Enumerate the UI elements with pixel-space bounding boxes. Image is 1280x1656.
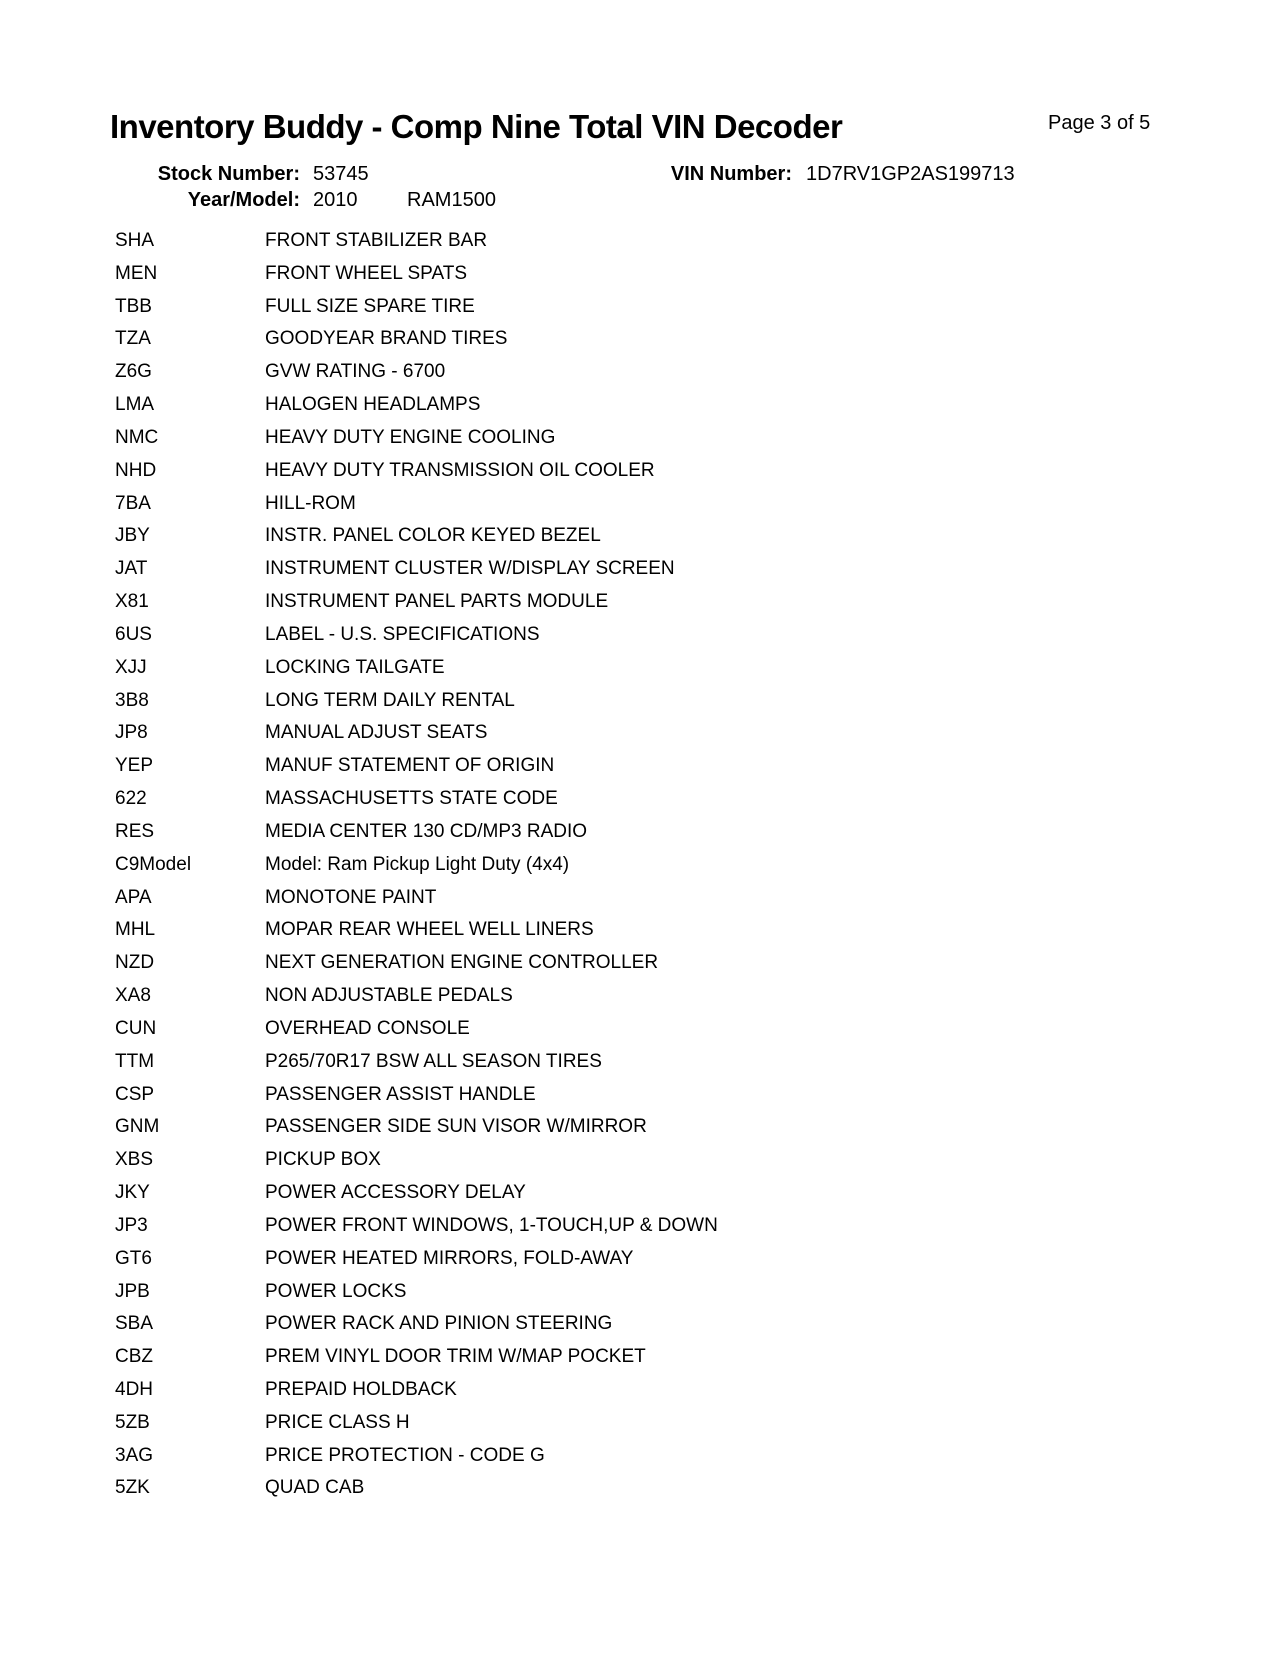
option-description: INSTRUMENT CLUSTER W/DISPLAY SCREEN [265, 558, 675, 580]
option-code: JP8 [115, 722, 148, 744]
option-code: Z6G [115, 361, 152, 383]
option-code: GNM [115, 1116, 160, 1138]
option-row [115, 586, 718, 619]
option-row [115, 389, 718, 422]
option-code: NMC [115, 426, 159, 448]
option-description: MASSACHUSETTS STATE CODE [265, 788, 558, 810]
option-row [115, 1407, 718, 1440]
option-description: Model: Ram Pickup Light Duty (4x4) [265, 853, 570, 875]
option-code: 622 [115, 788, 147, 810]
option-description: MEDIA CENTER 130 CD/MP3 RADIO [265, 820, 588, 842]
option-description: PRICE PROTECTION - CODE G [265, 1444, 545, 1466]
option-code: NHD [115, 459, 157, 481]
option-code: RES [115, 820, 155, 842]
option-row [115, 1243, 718, 1276]
option-row [115, 1440, 718, 1473]
option-code: TTM [115, 1050, 155, 1072]
option-description: QUAD CAB [265, 1477, 365, 1499]
option-row [115, 980, 718, 1013]
option-code: JP3 [115, 1214, 148, 1236]
option-code: CSP [115, 1083, 155, 1105]
option-row [115, 1341, 718, 1374]
option-row [115, 1111, 718, 1144]
option-description: INSTRUMENT PANEL PARTS MODULE [265, 591, 609, 613]
option-row [115, 225, 718, 258]
option-code: X81 [115, 591, 149, 613]
option-row [115, 488, 718, 521]
model-value: RAM1500 [407, 189, 496, 211]
option-row [115, 849, 718, 882]
stock-number-value: 53745 [313, 163, 369, 185]
option-row [115, 717, 718, 750]
option-description: FRONT WHEEL SPATS [265, 262, 467, 284]
option-description: LOCKING TAILGATE [265, 656, 445, 678]
option-row [115, 685, 718, 718]
option-code: 5ZK [115, 1477, 150, 1499]
option-description: HEAVY DUTY TRANSMISSION OIL COOLER [265, 459, 655, 481]
option-code: GT6 [115, 1247, 152, 1269]
option-description: P265/70R17 BSW ALL SEASON TIRES [265, 1050, 602, 1072]
page-title: Inventory Buddy - Comp Nine Total VIN Decoder [110, 108, 843, 145]
option-description: PREPAID HOLDBACK [265, 1378, 457, 1400]
option-description: PASSENGER ASSIST HANDLE [265, 1083, 536, 1105]
option-code: YEP [115, 755, 154, 777]
option-description: NEXT GENERATION ENGINE CONTROLLER [265, 952, 659, 974]
option-description: POWER LOCKS [265, 1280, 407, 1302]
option-code: MHL [115, 919, 156, 941]
option-code: 6US [115, 623, 152, 645]
option-code: SBA [115, 1313, 154, 1335]
option-code: MEN [115, 262, 158, 284]
option-row [115, 455, 718, 488]
option-row [115, 291, 718, 324]
page-number-indicator: Page 3 of 5 [1048, 112, 1151, 134]
option-description: HILL-ROM [265, 492, 356, 514]
option-code: C9Model [115, 853, 192, 875]
option-description: INSTR. PANEL COLOR KEYED BEZEL [265, 525, 601, 547]
option-code: XBS [115, 1149, 154, 1171]
option-row [115, 914, 718, 947]
option-row [115, 1374, 718, 1407]
option-row [115, 258, 718, 291]
option-code: 3AG [115, 1444, 154, 1466]
option-row [115, 323, 718, 356]
year-value: 2010 [313, 189, 358, 211]
option-row [115, 1079, 718, 1112]
option-code: JBY [115, 525, 150, 547]
option-code: JPB [115, 1280, 150, 1302]
option-code: TZA [115, 328, 151, 350]
vin-number-label: VIN Number: [670, 163, 792, 185]
option-description: NON ADJUSTABLE PEDALS [265, 985, 513, 1007]
option-description: GVW RATING - 6700 [265, 361, 446, 383]
option-code: 7BA [115, 492, 151, 514]
option-row [115, 1276, 718, 1309]
option-code: TBB [115, 295, 152, 317]
option-description: PICKUP BOX [265, 1149, 381, 1171]
option-code: LMA [115, 394, 155, 416]
option-code: 4DH [115, 1378, 154, 1400]
option-description: PRICE CLASS H [265, 1411, 410, 1433]
year-model-label: Year/Model: [187, 189, 300, 211]
option-code: NZD [115, 952, 155, 974]
option-description: PASSENGER SIDE SUN VISOR W/MIRROR [265, 1116, 647, 1138]
option-description: LABEL - U.S. SPECIFICATIONS [265, 623, 540, 645]
option-row [115, 422, 718, 455]
vin-number-value: 1D7RV1GP2AS199713 [806, 163, 1015, 185]
option-code: 5ZB [115, 1411, 150, 1433]
option-row [115, 882, 718, 915]
option-row [115, 356, 718, 389]
option-row [115, 947, 718, 980]
option-description: MOPAR REAR WHEEL WELL LINERS [265, 919, 594, 941]
option-code: APA [115, 886, 152, 908]
option-row [115, 1046, 718, 1079]
option-row [115, 520, 718, 553]
option-code: XA8 [115, 985, 151, 1007]
option-row [115, 750, 718, 783]
option-description: MONOTONE PAINT [265, 886, 437, 908]
option-row [115, 1013, 718, 1046]
stock-number-label: Stock Number: [157, 163, 300, 185]
option-row [115, 1472, 718, 1505]
option-row [115, 783, 718, 816]
option-description: MANUAL ADJUST SEATS [265, 722, 488, 744]
option-description: GOODYEAR BRAND TIRES [265, 328, 508, 350]
option-code: SHA [115, 230, 155, 251]
option-description: LONG TERM DAILY RENTAL [265, 689, 515, 711]
option-description: POWER FRONT WINDOWS, 1-TOUCH,UP & DOWN [265, 1214, 718, 1236]
option-row [115, 1144, 718, 1177]
option-row [115, 652, 718, 685]
options-list [115, 225, 718, 1505]
option-code: XJJ [115, 656, 147, 678]
option-description: MANUF STATEMENT OF ORIGIN [265, 755, 555, 777]
option-row [115, 619, 718, 652]
option-row [115, 1210, 718, 1243]
option-description: OVERHEAD CONSOLE [265, 1017, 470, 1039]
option-row [115, 816, 718, 849]
option-code: CBZ [115, 1346, 153, 1368]
option-row [115, 1308, 718, 1341]
option-row [115, 1177, 718, 1210]
option-code: JKY [115, 1182, 150, 1204]
option-description: POWER HEATED MIRRORS, FOLD-AWAY [265, 1247, 634, 1269]
option-description: HALOGEN HEADLAMPS [265, 394, 481, 416]
option-description: HEAVY DUTY ENGINE COOLING [265, 426, 556, 448]
option-description: PREM VINYL DOOR TRIM W/MAP POCKET [265, 1346, 646, 1368]
option-description: FULL SIZE SPARE TIRE [265, 295, 475, 317]
option-code: 3B8 [115, 689, 149, 711]
option-code: CUN [115, 1017, 157, 1039]
option-description: POWER ACCESSORY DELAY [265, 1182, 526, 1204]
option-code: JAT [115, 558, 148, 580]
option-description: POWER RACK AND PINION STEERING [265, 1313, 613, 1335]
option-description: FRONT STABILIZER BAR [265, 230, 488, 251]
option-row [115, 553, 718, 586]
